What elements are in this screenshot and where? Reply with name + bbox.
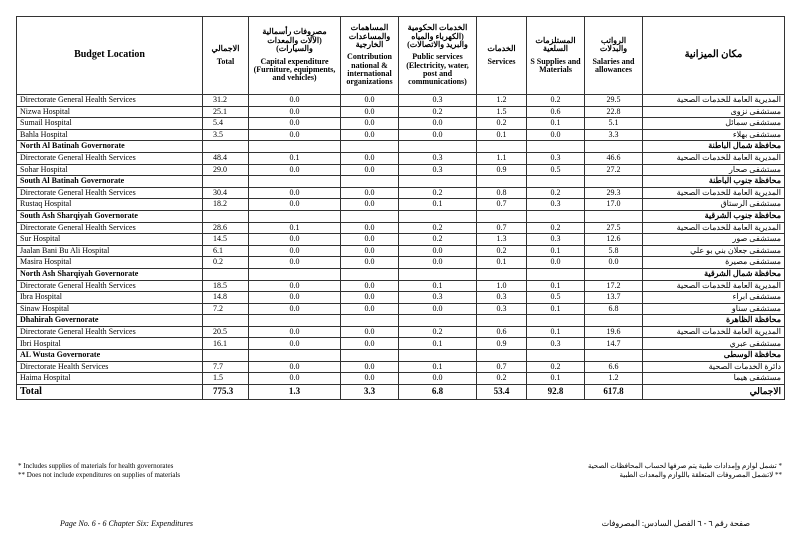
value-cell: 1.0: [477, 280, 527, 292]
value-cell: 0.0: [249, 257, 341, 269]
location-ar-cell: المديرية العامة للخدمات الصحية: [643, 280, 785, 292]
header-en-label: Contribution national & international organizations: [346, 52, 393, 87]
value-cell: 0.2: [527, 222, 585, 234]
location-en-cell: Sumail Hospital: [17, 118, 203, 130]
table-row: [17, 187, 785, 199]
header-en-label: Capital expenditure (Furniture, equipments, and vehicles): [253, 56, 336, 83]
value-cell: [585, 141, 643, 153]
value-cell: 0.0: [341, 361, 399, 373]
table-row: [17, 164, 785, 176]
location-en-cell: South Al Batinah Governorate: [17, 176, 203, 188]
value-cell: [527, 210, 585, 222]
header-ar-label: الاجمالي: [211, 44, 240, 54]
location-ar-cell: مستشفى عبري: [643, 338, 785, 350]
governorate-row: [17, 210, 785, 222]
location-ar-cell: محافظة جنوب الباطنة: [643, 176, 785, 188]
location-en-cell: North Al Batinah Governorate: [17, 141, 203, 153]
location-en-cell: Dhahirah Governorate: [17, 315, 203, 327]
value-cell: 0.1: [527, 373, 585, 385]
header-ar-label: المساهمات والمساعدات الخارجية: [348, 23, 391, 49]
table-row: [17, 303, 785, 315]
value-cell: 0.2: [203, 257, 249, 269]
location-en-cell: Directorate General Health Services: [17, 152, 203, 164]
footnote-1-ar: * تشمل لوازم وإمدادات طبية يتم صرفها لحساب المحافظات الصحية: [587, 462, 782, 470]
value-cell: [585, 176, 643, 188]
value-cell: 5.1: [585, 118, 643, 130]
value-cell: 0.0: [249, 245, 341, 257]
value-cell: 1.5: [477, 106, 527, 118]
value-cell: 0.0: [527, 257, 585, 269]
value-cell: 0.1: [399, 280, 477, 292]
table-row: [17, 222, 785, 234]
value-cell: [341, 315, 399, 327]
value-cell: [203, 176, 249, 188]
value-cell: [585, 210, 643, 222]
value-cell: 0.3: [527, 152, 585, 164]
location-ar-cell: دائرة الخدمات الصحية: [643, 361, 785, 373]
location-en-cell: South Ash Sharqiyah Governorate: [17, 210, 203, 222]
value-cell: 0.0: [249, 106, 341, 118]
table-row: [17, 106, 785, 118]
location-en-cell: Ibra Hospital: [17, 292, 203, 304]
value-cell: 0.0: [341, 303, 399, 315]
value-cell: 0.6: [527, 106, 585, 118]
header-salaries: [585, 17, 643, 95]
value-cell: 775.3: [203, 384, 249, 399]
value-cell: 0.0: [341, 187, 399, 199]
value-cell: [527, 176, 585, 188]
governorate-row: [17, 315, 785, 327]
location-ar-cell: مستشفى مصيرة: [643, 257, 785, 269]
location-en-cell: AL Wusta Governorate: [17, 350, 203, 362]
value-cell: 0.3: [527, 338, 585, 350]
location-en-cell: Total: [17, 384, 203, 399]
location-en-cell: Sinaw Hospital: [17, 303, 203, 315]
location-ar-cell: المديرية العامة للخدمات الصحية: [643, 187, 785, 199]
value-cell: 0.9: [477, 164, 527, 176]
value-cell: [203, 141, 249, 153]
location-ar-cell: مستشفى نزوى: [643, 106, 785, 118]
value-cell: 617.8: [585, 384, 643, 399]
value-cell: [341, 176, 399, 188]
value-cell: [585, 315, 643, 327]
value-cell: 28.6: [203, 222, 249, 234]
value-cell: 0.3: [477, 303, 527, 315]
location-ar-cell: مستشفى بهلاء: [643, 129, 785, 141]
value-cell: 0.0: [341, 199, 399, 211]
value-cell: 0.7: [477, 199, 527, 211]
value-cell: 0.1: [527, 280, 585, 292]
location-en-cell: Jaalan Bani Bu Ali Hospital: [17, 245, 203, 257]
value-cell: [477, 268, 527, 280]
value-cell: 0.0: [399, 129, 477, 141]
page-footer: [60, 519, 750, 528]
location-en-cell: Sur Hospital: [17, 234, 203, 246]
footnote-row: [18, 462, 782, 471]
table-row: [17, 245, 785, 257]
value-cell: [399, 350, 477, 362]
value-cell: 30.4: [203, 187, 249, 199]
value-cell: 0.0: [249, 326, 341, 338]
location-ar-cell: المديرية العامة للخدمات الصحية: [643, 222, 785, 234]
header-capital-expenditure: [249, 17, 341, 95]
location-en-cell: Directorate General Health Services: [17, 326, 203, 338]
budget-sheet: [16, 16, 784, 400]
value-cell: [203, 350, 249, 362]
location-en-cell: Directorate General Health Services: [17, 187, 203, 199]
footnotes: [18, 462, 782, 480]
value-cell: 0.2: [477, 118, 527, 130]
location-ar-cell: مستشفى هيما: [643, 373, 785, 385]
location-en-cell: Directorate General Health Services: [17, 280, 203, 292]
value-cell: 48.4: [203, 152, 249, 164]
location-ar-cell: مستشفى صحار: [643, 164, 785, 176]
location-ar-cell: مستشفى جعلان بني بو علي: [643, 245, 785, 257]
location-en-cell: Ibri Hospital: [17, 338, 203, 350]
value-cell: 0.2: [527, 187, 585, 199]
value-cell: [527, 141, 585, 153]
value-cell: 0.0: [399, 373, 477, 385]
table-body: [17, 95, 785, 400]
location-en-cell: Masira Hospital: [17, 257, 203, 269]
value-cell: [341, 210, 399, 222]
governorate-row: [17, 141, 785, 153]
location-ar-cell: المديرية العامة للخدمات الصحية: [643, 326, 785, 338]
value-cell: 18.2: [203, 199, 249, 211]
value-cell: 1.1: [477, 152, 527, 164]
table-row: [17, 257, 785, 269]
header-en-label: Total: [216, 56, 235, 66]
value-cell: 0.0: [249, 280, 341, 292]
value-cell: 31.2: [203, 95, 249, 107]
value-cell: [477, 210, 527, 222]
value-cell: [399, 176, 477, 188]
value-cell: [477, 350, 527, 362]
value-cell: 0.1: [527, 326, 585, 338]
value-cell: 25.1: [203, 106, 249, 118]
value-cell: 0.0: [399, 303, 477, 315]
header-en-label: Salaries and allowances: [592, 56, 635, 74]
footnote-2-ar: ** لاتشمل المصروفات المتعلقة باللوازم والمعدات الطبية: [619, 471, 782, 480]
value-cell: 29.3: [585, 187, 643, 199]
value-cell: [399, 315, 477, 327]
value-cell: 0.0: [249, 303, 341, 315]
value-cell: 1.2: [477, 95, 527, 107]
location-ar-cell: محافظة الظاهرة: [643, 315, 785, 327]
value-cell: 0.0: [249, 373, 341, 385]
governorate-row: [17, 176, 785, 188]
header-services: [477, 17, 527, 95]
value-cell: [585, 350, 643, 362]
value-cell: 6.8: [399, 384, 477, 399]
location-ar-cell: محافظة شمال الشرقية: [643, 268, 785, 280]
header-ar-label: المستلزمات السلعية: [535, 35, 576, 54]
header-public-services: [399, 17, 477, 95]
location-ar-cell: محافظة جنوب الشرقية: [643, 210, 785, 222]
value-cell: [341, 268, 399, 280]
value-cell: 0.0: [341, 338, 399, 350]
value-cell: 0.3: [399, 292, 477, 304]
value-cell: 13.7: [585, 292, 643, 304]
value-cell: 0.1: [249, 222, 341, 234]
value-cell: 1.5: [203, 373, 249, 385]
value-cell: 46.6: [585, 152, 643, 164]
value-cell: 0.0: [341, 234, 399, 246]
value-cell: 6.1: [203, 245, 249, 257]
value-cell: 0.2: [477, 245, 527, 257]
location-en-cell: Sohar Hospital: [17, 164, 203, 176]
value-cell: 0.2: [399, 187, 477, 199]
total-row: [17, 384, 785, 399]
value-cell: 0.2: [527, 361, 585, 373]
value-cell: 0.0: [341, 106, 399, 118]
value-cell: 20.5: [203, 326, 249, 338]
table-row: [17, 199, 785, 211]
value-cell: [477, 141, 527, 153]
value-cell: 0.2: [399, 222, 477, 234]
value-cell: 92.8: [527, 384, 585, 399]
value-cell: 0.1: [527, 303, 585, 315]
value-cell: 27.5: [585, 222, 643, 234]
value-cell: [341, 141, 399, 153]
header-contribution: [341, 17, 399, 95]
header-en-label: S Supplies and Materials: [530, 56, 581, 74]
header-location-ar: مكان الميزانية: [643, 17, 785, 95]
value-cell: 0.0: [399, 257, 477, 269]
header-location-en: Budget Location: [17, 17, 203, 95]
footnote-row: [18, 471, 782, 480]
value-cell: [249, 315, 341, 327]
value-cell: 0.0: [341, 373, 399, 385]
location-en-cell: Nizwa Hospital: [17, 106, 203, 118]
value-cell: [477, 176, 527, 188]
value-cell: 0.2: [399, 106, 477, 118]
table-row: [17, 338, 785, 350]
value-cell: 0.0: [341, 257, 399, 269]
value-cell: 0.0: [585, 257, 643, 269]
table-row: [17, 118, 785, 130]
value-cell: [203, 268, 249, 280]
value-cell: [249, 268, 341, 280]
value-cell: 3.3: [341, 384, 399, 399]
value-cell: 17.0: [585, 199, 643, 211]
table-row: [17, 326, 785, 338]
table-row: [17, 292, 785, 304]
value-cell: 0.9: [477, 338, 527, 350]
location-en-cell: Rustaq Hospital: [17, 199, 203, 211]
table-row: [17, 95, 785, 107]
location-ar-cell: مستشفى صور: [643, 234, 785, 246]
value-cell: 6.6: [585, 361, 643, 373]
location-ar-cell: المديرية العامة للخدمات الصحية: [643, 152, 785, 164]
value-cell: 0.2: [477, 373, 527, 385]
location-en-cell: North Ash Sharqiyah Governorate: [17, 268, 203, 280]
value-cell: 0.0: [341, 326, 399, 338]
value-cell: 0.0: [341, 222, 399, 234]
header-en-label: Services: [487, 56, 516, 66]
header-supplies: [527, 17, 585, 95]
value-cell: 0.2: [527, 95, 585, 107]
value-cell: 0.0: [249, 164, 341, 176]
location-en-cell: Bahla Hospital: [17, 129, 203, 141]
value-cell: 0.0: [341, 164, 399, 176]
value-cell: 19.6: [585, 326, 643, 338]
header-ar-label: مصروفات رأسمالية (الآلات والمعدات والسيارات): [262, 27, 327, 54]
value-cell: 14.5: [203, 234, 249, 246]
value-cell: [527, 268, 585, 280]
value-cell: 0.0: [249, 95, 341, 107]
table-row: [17, 280, 785, 292]
value-cell: 0.1: [527, 118, 585, 130]
value-cell: 0.1: [477, 257, 527, 269]
value-cell: [341, 350, 399, 362]
value-cell: 0.5: [527, 292, 585, 304]
value-cell: 14.7: [585, 338, 643, 350]
value-cell: 22.8: [585, 106, 643, 118]
value-cell: [527, 350, 585, 362]
value-cell: 0.0: [399, 245, 477, 257]
table-row: [17, 361, 785, 373]
value-cell: [249, 210, 341, 222]
value-cell: 0.0: [399, 118, 477, 130]
value-cell: 18.5: [203, 280, 249, 292]
value-cell: [527, 315, 585, 327]
value-cell: 1.2: [585, 373, 643, 385]
location-en-cell: Directorate General Health Services: [17, 95, 203, 107]
value-cell: 1.3: [477, 234, 527, 246]
value-cell: 0.1: [477, 129, 527, 141]
value-cell: 0.0: [341, 245, 399, 257]
value-cell: 0.3: [527, 234, 585, 246]
footnote-2-en: ** Does not include expenditures on supplies of materials: [18, 471, 181, 480]
header-en-label: Public services (Electricity, water, post and communications): [406, 52, 469, 87]
value-cell: [203, 315, 249, 327]
value-cell: 0.0: [341, 118, 399, 130]
location-ar-cell: محافظة الوسطى: [643, 350, 785, 362]
value-cell: 0.0: [341, 280, 399, 292]
value-cell: 0.5: [527, 164, 585, 176]
header-ar-label: الخدمات: [487, 44, 516, 54]
value-cell: 0.1: [527, 245, 585, 257]
value-cell: 3.3: [585, 129, 643, 141]
header-ar-label: الرواتب والبدلات: [599, 35, 628, 54]
table-row: [17, 234, 785, 246]
value-cell: 0.0: [341, 152, 399, 164]
value-cell: 5.8: [585, 245, 643, 257]
table-row: [17, 373, 785, 385]
value-cell: 0.3: [527, 199, 585, 211]
location-ar-cell: مستشفى ابراء: [643, 292, 785, 304]
value-cell: 0.1: [399, 338, 477, 350]
value-cell: 0.1: [399, 199, 477, 211]
value-cell: [585, 268, 643, 280]
value-cell: 0.2: [399, 326, 477, 338]
header-total: [203, 17, 249, 95]
value-cell: [203, 210, 249, 222]
value-cell: [399, 141, 477, 153]
value-cell: 0.0: [341, 95, 399, 107]
value-cell: 0.7: [477, 361, 527, 373]
location-ar-cell: المديرية العامة للخدمات الصحية: [643, 95, 785, 107]
table-row: [17, 129, 785, 141]
value-cell: 0.8: [477, 187, 527, 199]
value-cell: 0.0: [527, 129, 585, 141]
value-cell: 0.0: [249, 129, 341, 141]
value-cell: 0.0: [249, 187, 341, 199]
governorate-row: [17, 350, 785, 362]
value-cell: 0.3: [399, 95, 477, 107]
value-cell: 3.5: [203, 129, 249, 141]
value-cell: 0.3: [399, 164, 477, 176]
value-cell: 6.8: [585, 303, 643, 315]
value-cell: 27.2: [585, 164, 643, 176]
location-ar-cell: الاجمالي: [643, 384, 785, 399]
location-en-cell: Directorate General Health Services: [17, 222, 203, 234]
value-cell: [249, 350, 341, 362]
location-en-cell: Haima Hospital: [17, 373, 203, 385]
location-ar-cell: محافظة شمال الباطنة: [643, 141, 785, 153]
value-cell: 5.4: [203, 118, 249, 130]
footer-page-ar: صفحة رقم ٦ - ٦ الفصل السادس: المصروفات: [601, 519, 750, 528]
value-cell: [477, 315, 527, 327]
table-row: [17, 152, 785, 164]
footnote-1-en: * Includes supplies of materials for health governorates: [18, 462, 174, 470]
budget-table: [16, 16, 785, 400]
governorate-row: [17, 268, 785, 280]
value-cell: 29.5: [585, 95, 643, 107]
table-header: [17, 17, 785, 95]
value-cell: 17.2: [585, 280, 643, 292]
location-ar-cell: مستشفى سناو: [643, 303, 785, 315]
value-cell: 0.0: [249, 338, 341, 350]
value-cell: 12.6: [585, 234, 643, 246]
value-cell: [399, 268, 477, 280]
value-cell: 0.6: [477, 326, 527, 338]
value-cell: 0.0: [249, 292, 341, 304]
value-cell: 53.4: [477, 384, 527, 399]
value-cell: 0.3: [477, 292, 527, 304]
value-cell: [249, 141, 341, 153]
footer-page-en: Page No. 6 - 6 Chapter Six: Expenditures: [60, 519, 194, 528]
value-cell: 1.3: [249, 384, 341, 399]
value-cell: 7.7: [203, 361, 249, 373]
value-cell: 29.0: [203, 164, 249, 176]
value-cell: [399, 210, 477, 222]
value-cell: 0.7: [477, 222, 527, 234]
value-cell: 0.0: [249, 199, 341, 211]
value-cell: 0.0: [249, 118, 341, 130]
value-cell: 14.8: [203, 292, 249, 304]
value-cell: 16.1: [203, 338, 249, 350]
value-cell: 0.1: [249, 152, 341, 164]
value-cell: [249, 176, 341, 188]
value-cell: 0.1: [399, 361, 477, 373]
value-cell: 0.0: [341, 292, 399, 304]
value-cell: 0.0: [249, 361, 341, 373]
value-cell: 0.0: [341, 129, 399, 141]
value-cell: 0.3: [399, 152, 477, 164]
location-ar-cell: مستشفى سمائل: [643, 118, 785, 130]
value-cell: 0.2: [399, 234, 477, 246]
value-cell: 7.2: [203, 303, 249, 315]
location-ar-cell: مستشفى الرستاق: [643, 199, 785, 211]
value-cell: 0.0: [249, 234, 341, 246]
header-ar-label: الخدمات الحكومية (الكهرباء والمياه والبريد والاتصالات): [407, 23, 468, 49]
location-en-cell: Directorate Health Services: [17, 361, 203, 373]
